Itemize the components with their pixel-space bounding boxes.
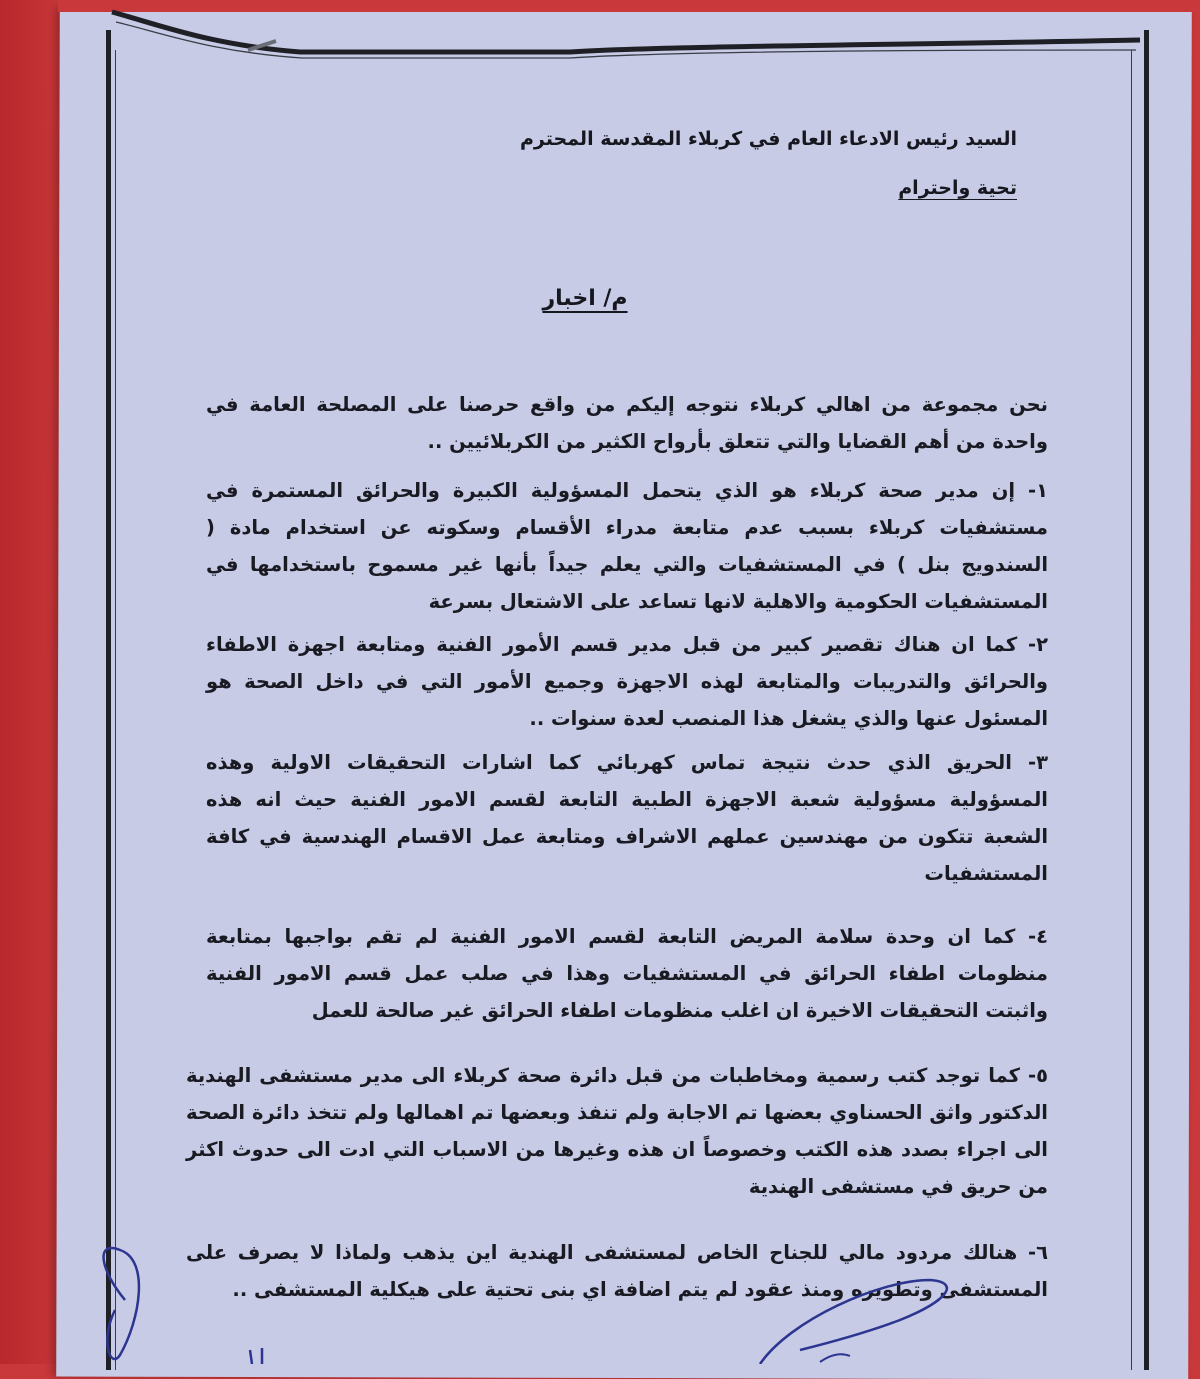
subject-heading: م/ اخبار — [542, 286, 628, 311]
point-4: ٤- كما ان وحدة سلامة المريض التابعة لقسم الامور الفنية لم تقم بواجبها بمتابعة منظومات اطفاء الحرائق في المستشفيات وهذا في صلب عمل قسم الامور الفنية واثبتت التحقيقات الاخيرة ان اغلب منظومات اطفاء الحرائق غير صالحة للعمل — [206, 925, 1048, 1022]
intro-paragraph: نحن مجموعة من اهالي كربلاء نتوجه إليكم من واقع حرصنا على المصلحة العامة في واحدة من أهم القضايا والتي تتعلق بأرواح الكثير من الكربلائيين .. — [206, 393, 1048, 453]
point-3: ٣- الحريق الذي حدث نتيجة تماس كهربائي كما اشارات التحقيقات الاولية وهذه المسؤولية مسؤولية شعبة الاجهزة الطبية التابعة لقسم الامور الفنية حيث انه هذه الشعبة تتكون من مهندسين عملهم الاشراف ومتابعة عمل الاقسام الهندسية في كافة المستشفيات — [206, 751, 1048, 885]
point-6: ٦- هنالك مردود مالي للجناح الخاص لمستشفى الهندية اين يذهب ولماذا لا يصرف على المستشفى وتطويره ومنذ عقود لم يتم اضافة اي بنى تحتية على هيكلية المستشفى .. — [186, 1241, 1048, 1301]
greeting: تحية واحترام — [898, 177, 1017, 199]
point-2: ٢- كما ان هناك تقصير كبير من قبل مدير قسم الأمور الفنية ومتابعة اجهزة الاطفاء والحرائق والتدريبات والمتابعة لهذه الاجهزة وجميع الأمور التي في داخل الصحة هو المسئول عنها والذي يشغل هذا المنصب لعدة سنوات .. — [206, 633, 1048, 730]
point-1: ١- إن مدير صحة كربلاء هو الذي يتحمل المسؤولية الكبيرة والحرائق المستمرة في مستشفيات كربلاء بسبب عدم متابعة مدراء الأقسام وسكوته عن استخدام مادة ( السندويج بنل ) في المستشفيات والتي يعلم جيداً بأنها غير مسموح باستخدامها في المستشفيات الحكومية والاهلية لانها تساعد على الاشتعال بسرعة — [206, 479, 1048, 613]
addressee: السيد رئيس الادعاء العام في كربلاء المقدسة المحترم — [520, 128, 1017, 150]
handwritten-signature — [0, 1180, 1200, 1364]
point-5: ٥- كما توجد كتب رسمية ومخاطبات من قبل دائرة صحة كربلاء الى مدير مستشفى الهندية الدكتور واثق الحسناوي بعضها تم الاجابة ولم تنفذ وبعضها تم اهمالها ولم تتخذ دائرة الصحة الى اجراء بصدد هذه الكتب وخصوصاً ان هذه وغيرها من الاسباب التي ادت الى حدوث اكثر من حريق في مستشفى الهندية — [186, 1064, 1048, 1198]
